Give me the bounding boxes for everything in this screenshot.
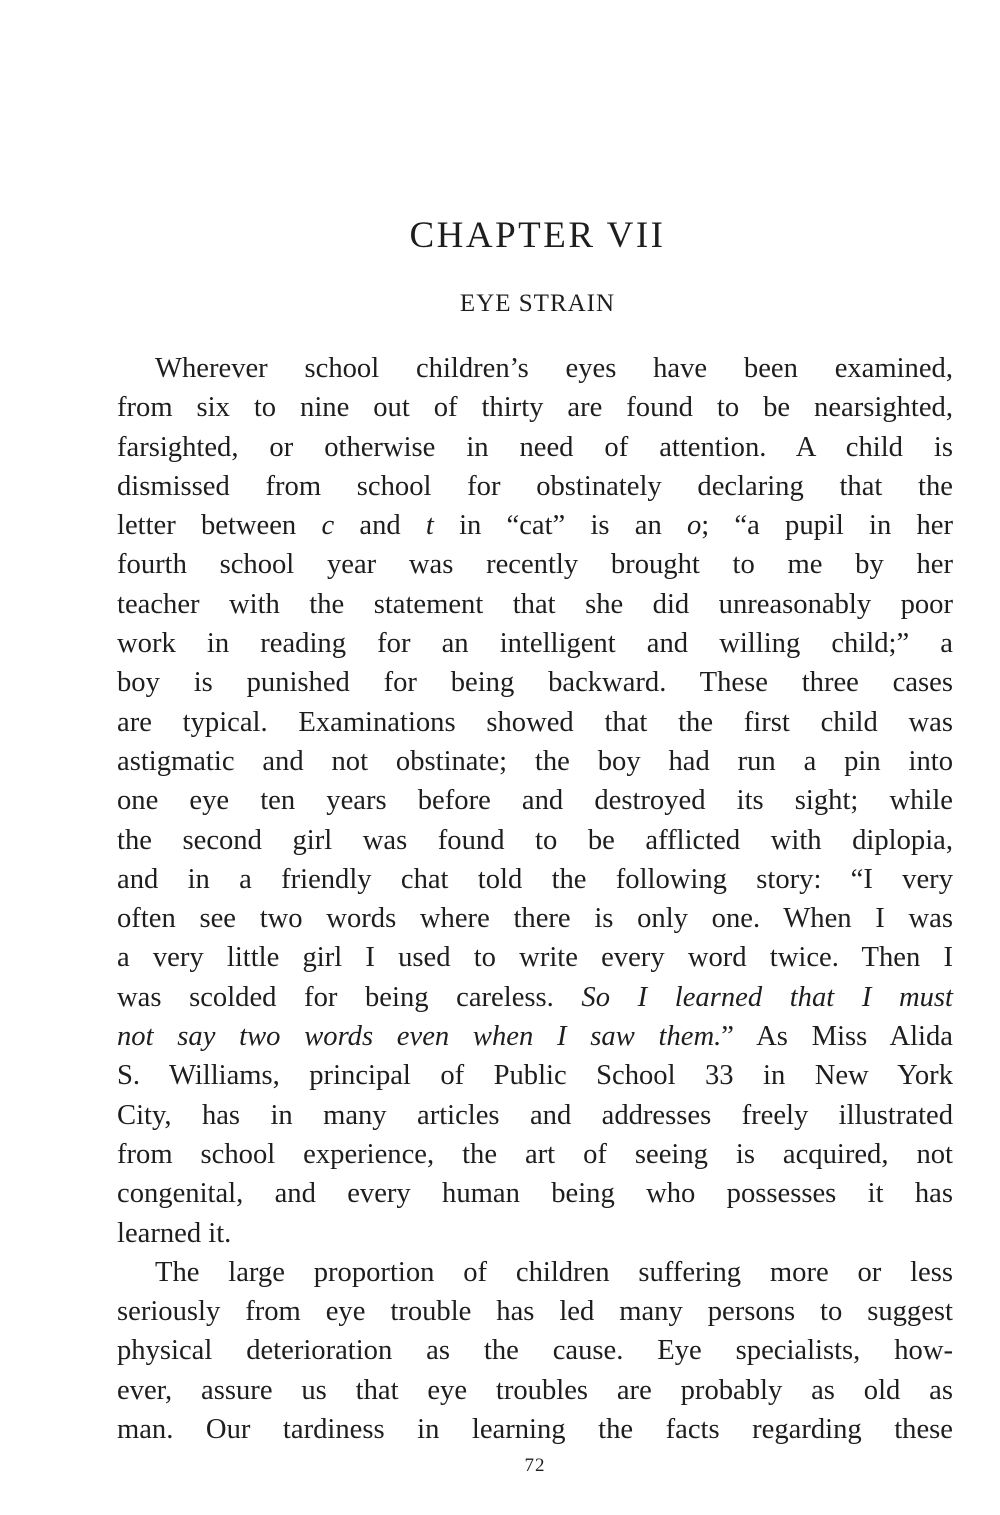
text-line: physical deterioration as the cause. Eye specialists, how- xyxy=(117,1335,953,1367)
body-text xyxy=(117,349,953,1449)
text-line: letter between c and t in “cat” is an o; “a pupil in her xyxy=(117,510,954,542)
text-line: boy is punished for being backward. These three cases xyxy=(117,667,953,699)
text-line-italic-end: not say two words even when I saw them.” As Miss Alida xyxy=(117,1021,953,1053)
text-line: dismissed from school for obstinately declaring that the xyxy=(117,470,953,502)
section-title: EYE STRAIN xyxy=(459,290,616,317)
text-line: often see two words where there is only one. When I was xyxy=(117,903,953,935)
text-line: are typical. Examinations showed that the first child was xyxy=(117,706,953,738)
text-line: a very little girl I used to write every word twice. Then I xyxy=(117,942,953,974)
text-line: congenital, and every human being who possesses it has xyxy=(117,1178,953,1210)
text-line: learned it. xyxy=(117,1217,232,1249)
text-line: astigmatic and not obstinate; the boy had run a pin into xyxy=(117,745,953,777)
text-line: from school experience, the art of seeing is acquired, not xyxy=(117,1138,953,1170)
text-line: S. Williams, principal of Public School 33 in New York xyxy=(117,1060,953,1092)
text-line: farsighted, or otherwise in need of attention. A child is xyxy=(117,431,953,463)
chapter-title: CHAPTER VII xyxy=(409,215,666,256)
text-line: and in a friendly chat told the following story: “I very xyxy=(117,863,953,895)
text-line: teacher with the statement that she did unreasonably poor xyxy=(117,588,953,620)
text-line: man. Our tardiness in learning the facts regarding these xyxy=(117,1414,953,1446)
text-line: Wherever school children’s eyes have been examined, xyxy=(155,353,953,384)
page-number: 72 xyxy=(524,1455,546,1476)
text-line: The large proportion of children suffering more or less xyxy=(155,1256,953,1288)
text-line: ever, assure us that eye troubles are probably as old as xyxy=(117,1374,953,1406)
text-line: fourth school year was recently brought to me by her xyxy=(117,549,953,581)
text-line: work in reading for an intelligent and willing child;” a xyxy=(117,628,953,660)
text-line: one eye ten years before and destroyed its sight; while xyxy=(117,785,953,817)
text-line: the second girl was found to be afflicted with diplopia, xyxy=(117,824,953,856)
text-line: City, has in many articles and addresses freely illustrated xyxy=(117,1099,953,1131)
text-line: seriously from eye trouble has led many persons to suggest xyxy=(117,1296,953,1328)
text-line-italic-start: was scolded for being careless. So I learned that I must xyxy=(117,981,953,1013)
text-line: from six to nine out of thirty are found to be nearsighted, xyxy=(117,392,953,424)
